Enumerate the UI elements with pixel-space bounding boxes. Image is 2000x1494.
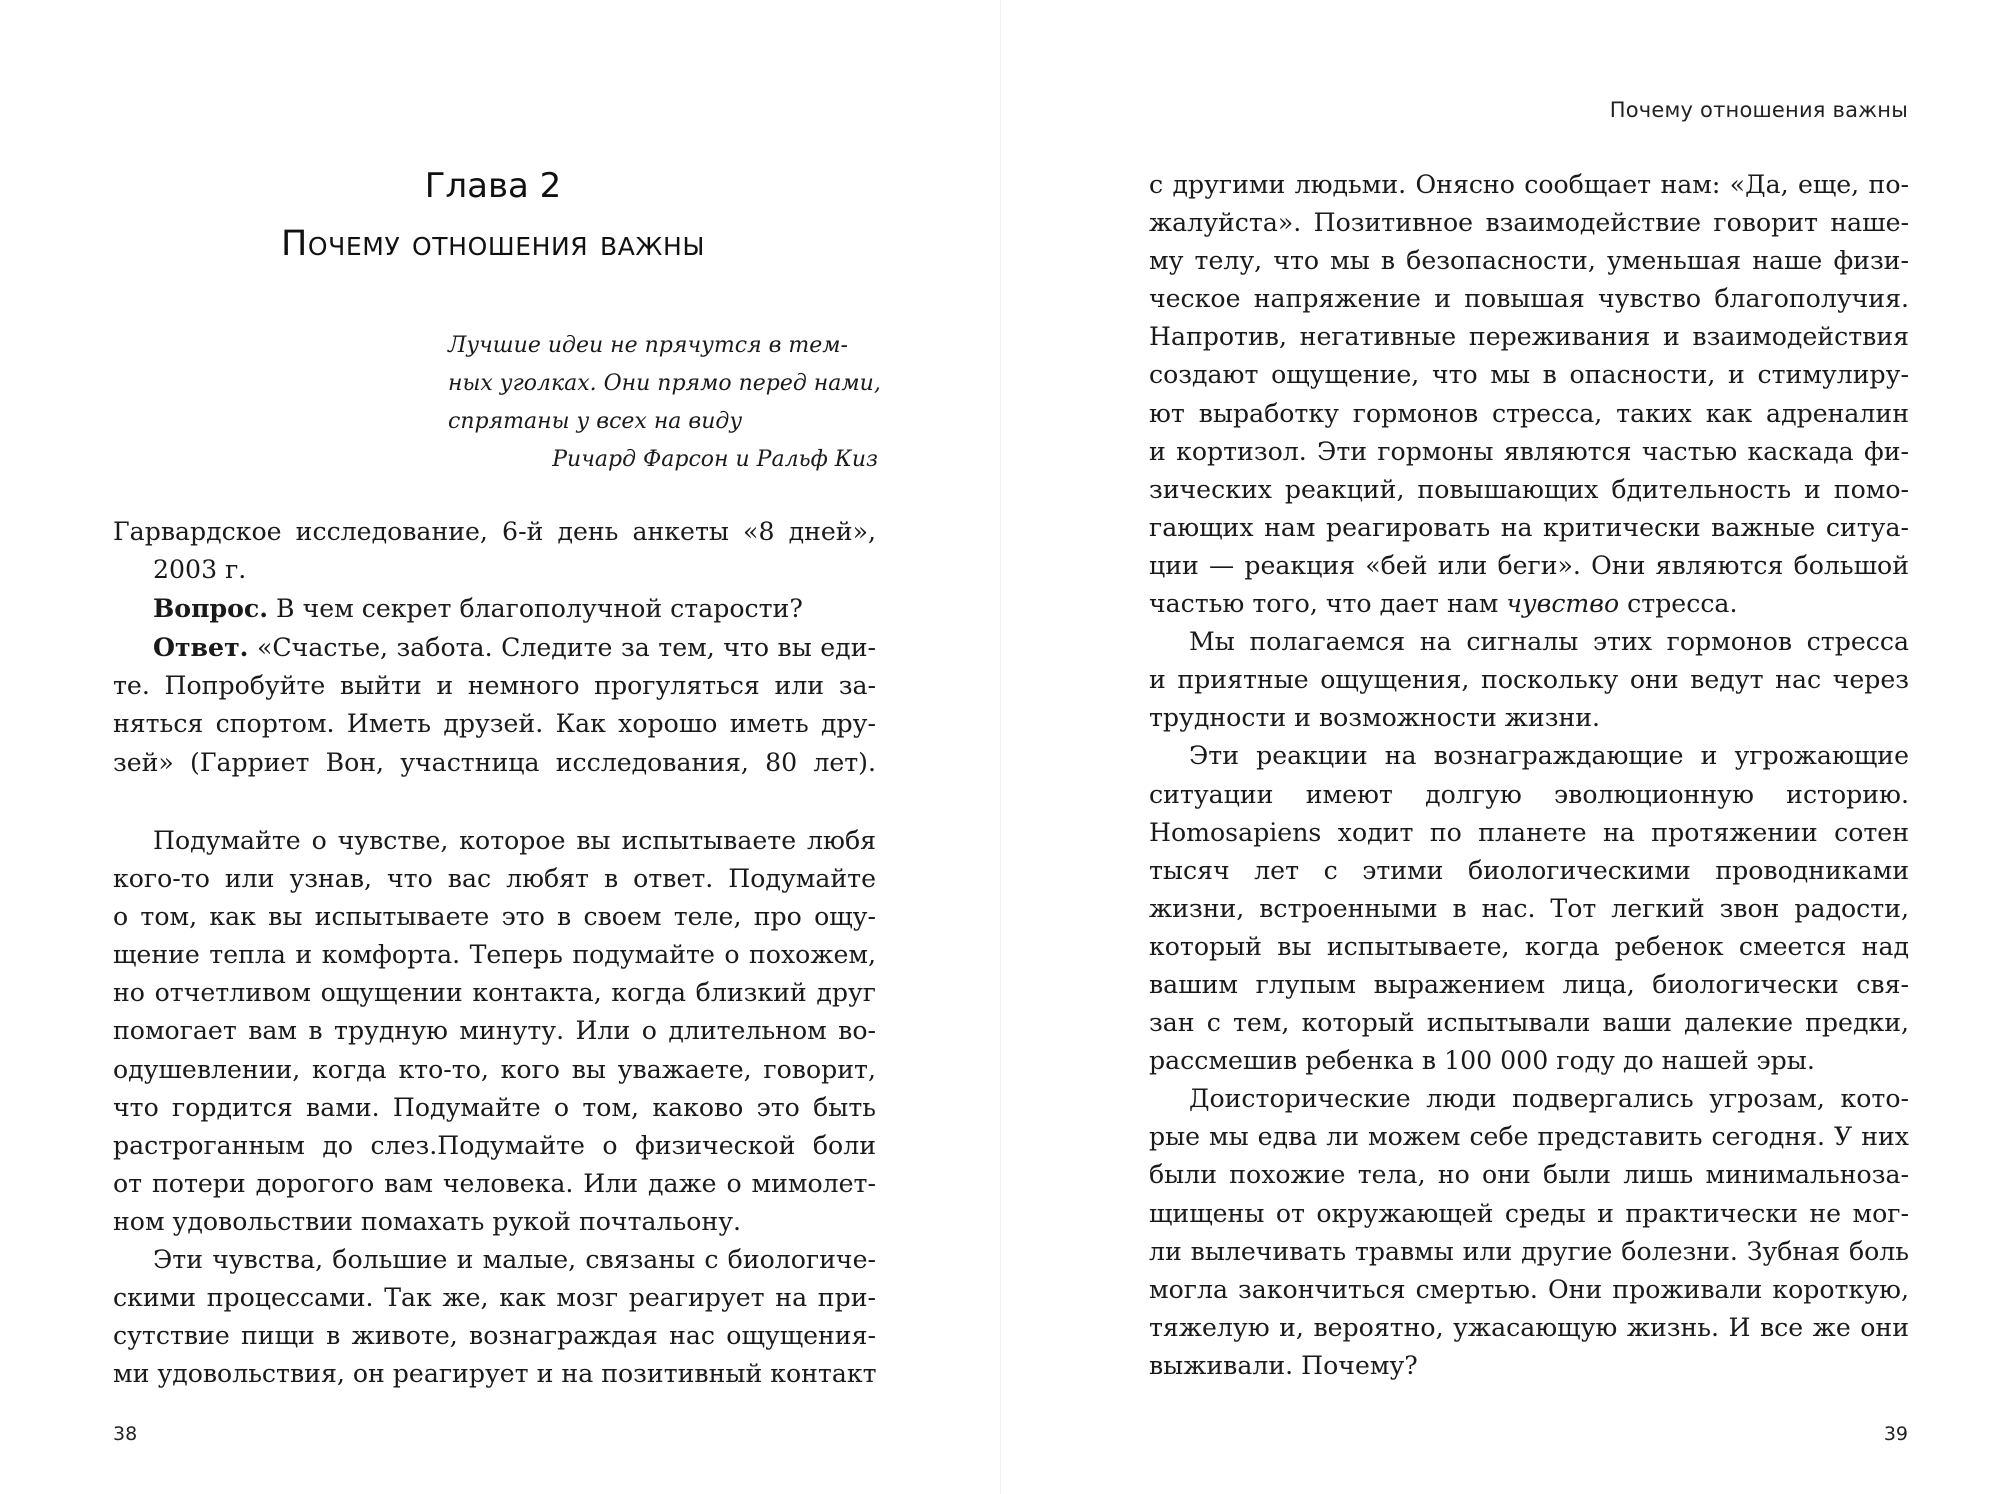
text-line: Напротив, негативные переживания и взаимодействия	[1149, 322, 1909, 352]
text-line: создают ощущение, что мы в опасности, и стимулиру-	[1149, 360, 1909, 390]
right-body-text	[1149, 166, 1909, 1385]
text-line: тяжелую и, вероятно, ужасающую жизнь. И все же они	[1149, 1312, 1909, 1342]
text-line: но отчетливом ощущении контакта, когда близкий друг	[113, 978, 876, 1008]
text-line: му телу, что мы в безопасности, уменьшая наше физи-	[1149, 246, 1909, 276]
text-line: щение тепла и комфорта. Теперь подумайте о похожем,	[113, 940, 876, 970]
text-line: рассмешив ребенка в 100 000 году до нашей эры.	[1149, 1046, 1815, 1076]
text-line: зан с тем, который испытывали ваши далекие предки,	[1149, 1008, 1909, 1038]
text-line: ли вылечивать травмы или другие болезни. Зубная боль	[1149, 1236, 1909, 1266]
text-line: ции — реакция «бей или беги». Они являются большой	[1149, 550, 1909, 580]
text-line: Доисторические люди подвергались угрозам, кото-	[1189, 1084, 1909, 1114]
left-body-text	[113, 822, 876, 1393]
text-line: трудности и возможности жизни.	[1149, 703, 1601, 733]
survey-block	[113, 513, 876, 782]
epigraph	[448, 327, 881, 479]
text-line: ном удовольствии помахать рукой почтальону.	[113, 1206, 742, 1236]
chapter-number: Глава 2	[424, 166, 562, 206]
text-line: и кортизол. Эти гормоны являются частью каскада фи-	[1149, 436, 1909, 466]
text-line: от потери дорогого вам человека. Или даже о мимолет-	[113, 1168, 876, 1198]
text-line	[1149, 585, 1909, 623]
emphasis-word: чувство	[1506, 589, 1620, 619]
answer-line: няться спортом. Иметь друзей. Как хорошо иметь дру-	[113, 709, 876, 739]
text-line: ют выработку гормонов стресса, таких как адреналин	[1149, 398, 1909, 428]
question-text: В чем секрет благополучной старости?	[268, 594, 803, 624]
text-segment: частью того, что дает нам	[1149, 589, 1507, 619]
text-line: гающих нам реагировать на критически важные ситуа-	[1149, 512, 1909, 542]
epigraph-line: спрятаны у всех на виду	[448, 409, 743, 434]
text-line: были похожие тела, но они были лишь минимальноза-	[1149, 1160, 1909, 1190]
epigraph-line: ных уголках. Они прямо перед нами,	[448, 371, 881, 396]
text-line: щищены от окружающей среды и практически не мог-	[1149, 1198, 1909, 1228]
source-line: 2003 г.	[153, 555, 247, 585]
text-line: ческое напряжение и повышая чувство благополучия.	[1149, 284, 1909, 314]
question-label: Вопрос.	[153, 593, 269, 624]
chapter-title: Почему отношения важны	[280, 224, 706, 264]
answer-line: зей» (Гарриет Вон, участница исследования, 80 лет).	[113, 747, 876, 777]
text-line: тысяч лет с этими биологическими проводниками	[1149, 855, 1909, 885]
answer-line: те. Попробуйте выйти и немного прогуляться или за-	[113, 671, 876, 701]
answer-line	[113, 628, 876, 667]
text-line: Homosapiens ходит по планете на протяжении сотен	[1149, 817, 1909, 847]
text-line: сутствие пищи в животе, вознаграждая нас ощущения-	[113, 1321, 876, 1351]
text-line: зических реакций, повышающих бдительность и помо-	[1149, 474, 1909, 504]
text-line: Эти чувства, большие и малые, связаны с биологиче-	[153, 1245, 876, 1275]
text-line: ми удовольствия, он реагирует и на позитивный контакт	[113, 1359, 877, 1389]
text-line: Эти реакции на вознаграждающие и угрожающие	[1189, 741, 1909, 771]
text-line: выживали. Почему?	[1149, 1350, 1418, 1380]
text-line: Мы полагаемся на сигналы этих гормонов стресса	[1189, 627, 1909, 657]
answer-text: «Счастье, забота. Следите за тем, что вы еди-	[248, 633, 876, 663]
answer-label: Ответ.	[153, 632, 249, 663]
text-line: кого-то или узнав, что вас любят в ответ. Подумайте	[113, 864, 876, 894]
text-line: скими процессами. Так же, как мозг реагирует на при-	[113, 1283, 876, 1313]
text-line: помогает вам в трудную минуту. Или о длительном во-	[113, 1016, 876, 1046]
text-line: растроганным до слез.Подумайте о физической боли	[113, 1130, 876, 1160]
text-line: ситуации имеют долгую эволюционную историю.	[1149, 779, 1909, 809]
page-number: 38	[113, 1423, 138, 1445]
question-line	[113, 589, 876, 628]
running-head: Почему отношения важны	[1609, 98, 1908, 122]
text-line: который вы испытываете, когда ребенок смеется над	[1149, 931, 1909, 961]
text-line: вашим глупым выражением лица, биологически свя-	[1149, 969, 1909, 999]
text-segment: стресса.	[1619, 589, 1738, 619]
page-number: 39	[1883, 1423, 1908, 1445]
text-line: что гордится вами. Подумайте о том, каково это быть	[113, 1092, 876, 1122]
text-line: одушевлении, когда кто-то, кого вы уважаете, говорит,	[113, 1054, 876, 1084]
text-line: рые мы едва ли можем себе представить сегодня. У них	[1149, 1122, 1909, 1152]
text-line: о том, как вы испытываете это в своем теле, про ощу-	[113, 902, 876, 932]
text-line: жизни, встроенными в нас. Тот легкий звон радости,	[1149, 893, 1909, 923]
source-line: Гарвардское исследование, 6-й день анкеты «8 дней»,	[113, 517, 876, 546]
text-line: и приятные ощущения, поскольку они ведут нас через	[1149, 665, 1909, 695]
text-line: с другими людьми. Онясно сообщает нам: «Да, еще, по-	[1149, 170, 1909, 199]
epigraph-line: Лучшие идеи не прячутся в тем-	[448, 333, 848, 358]
text-line: Подумайте о чувстве, которое вы испытываете любя	[153, 826, 876, 855]
text-line: могла закончиться смертью. Они проживали короткую,	[1149, 1274, 1909, 1304]
epigraph-author: Ричард Фарсон и Ральф Киз	[552, 447, 878, 472]
text-line: жалуйста». Позитивное взаимодействие говорит наше-	[1149, 208, 1909, 238]
